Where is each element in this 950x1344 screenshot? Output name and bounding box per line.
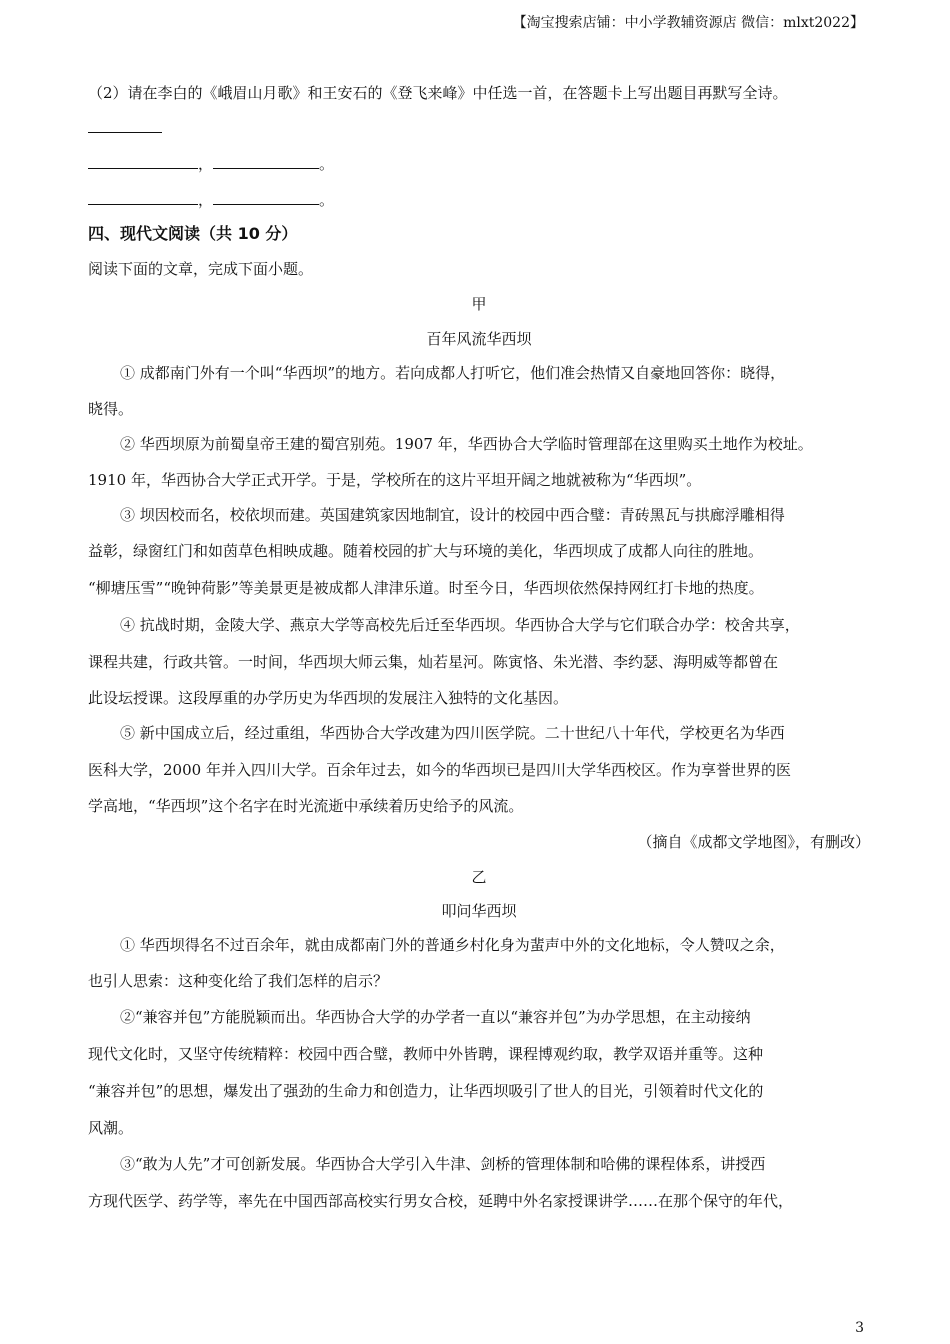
passage-a-line: 晓得。 [88, 400, 134, 418]
passage-a-line: ④ 抗战时期，金陵大学、燕京大学等高校先后迁至华西坝。华西协合大学与它们联合办学：校舍共享， [120, 616, 800, 634]
blank[interactable] [88, 190, 198, 205]
passage-a-title: 百年风流华西坝 [426, 330, 532, 348]
blank[interactable] [88, 118, 162, 133]
passage-b-line: 也引人思索：这种变化给了我们怎样的启示？ [88, 972, 389, 990]
passage-a-line: 益彰，绿窗红门和如茵草色相映成趣。随着校园的扩大与环境的美化，华西坝成了成都人向往的胜地。 [88, 542, 764, 560]
blank[interactable] [213, 154, 319, 169]
passage-b-line: “兼容并包”的思想，爆发出了强劲的生命力和创造力，让华西坝吸引了世人的目光，引领着时代文化的 [88, 1082, 764, 1100]
passage-b-line: ① 华西坝得名不过百余年，就由成都南门外的普通乡村化身为蜚声中外的文化地标，令人赞叹之余， [120, 936, 785, 954]
blank[interactable] [88, 154, 198, 169]
passage-b-line: ②“兼容并包”方能脱颖而出。华西协合大学的办学者一直以“兼容并包”为办学思想，在主动接纳 [120, 1008, 751, 1026]
passage-a-line: ① 成都南门外有一个叫“华西坝”的地方。若向成都人打听它，他们准会热情又自豪地回答你：晓得， [120, 364, 786, 382]
passage-a-line: 学高地，“华西坝”这个名字在时光流逝中承续着历史给予的风流。 [88, 797, 524, 815]
passage-a-line: 此设坛授课。这段厚重的办学历史为华西坝的发展注入独特的文化基因。 [88, 689, 569, 707]
answer-line-1[interactable]: ， 。 [88, 153, 870, 174]
page-header: 【淘宝搜索店铺：中小学教辅资源店 微信：mlxt2022】 [512, 15, 864, 31]
passage-a-line: ② 华西坝原为前蜀皇帝王建的蜀宫别苑。1907 年，华西协合大学临时管理部在这里购买土地作为校址。 [120, 435, 813, 453]
question-2: （2）请在李白的《峨眉山月歌》和王安石的《登飞来峰》中任选一首，在答题卡上写出题目再默写全诗。 [88, 84, 788, 102]
passage-b-line: 风潮。 [88, 1119, 134, 1137]
passage-a-source: （摘自《成都文学地图》，有删改） [637, 833, 870, 851]
passage-a-line: ⑤ 新中国成立后，经过重组，华西协合大学改建为四川医学院。二十世纪八十年代，学校更名为华西 [120, 724, 785, 742]
passage-b-line: 现代文化时，又坚守传统精粹：校园中西合璧，教师中外皆聘，课程博观约取，教学双语并重等。这种 [88, 1045, 764, 1063]
answer-line-2[interactable]: ， 。 [88, 189, 870, 210]
section-title: 四、现代文阅读（共 10 分） [88, 224, 298, 243]
passage-b-line: ③“敢为人先”才可创新发展。华西协合大学引入牛津、剑桥的管理体制和哈佛的课程体系，讲授西 [120, 1155, 766, 1173]
passage-a-line: “柳塘压雪”“晚钟荷影”等美景更是被成都人津津乐道。时至今日，华西坝依然保持网红打卡地的热度。 [88, 579, 764, 597]
passage-a-line: 医科大学，2000 年并入四川大学。百余年过去，如今的华西坝已是四川大学华西校区。作为享誉世界的医 [88, 761, 791, 779]
passage-b-label: 乙 [471, 868, 487, 886]
passage-a-line: ③ 坝因校而名，校依坝而建。英国建筑家因地制宜，设计的校园中西合璧：青砖黑瓦与拱廊浮雕相得 [120, 506, 785, 524]
page-number: 3 [855, 1320, 864, 1336]
passage-b-title: 叩问华西坝 [441, 902, 517, 920]
passage-a-line: 1910 年，华西协合大学正式开学。于是，学校所在的这片平坦开阔之地就被称为“华西坝”。 [88, 471, 702, 489]
answer-line-title[interactable] [88, 118, 870, 137]
passage-a-label: 甲 [471, 295, 487, 313]
passage-b-line: 方现代医学、药学等，率先在中国西部高校实行男女合校，延聘中外名家授课讲学……在那个保守的年代， [88, 1192, 794, 1210]
instruction: 阅读下面的文章，完成下面小题。 [88, 260, 314, 278]
passage-a-line: 课程共建，行政共管。一时间，华西坝大师云集，灿若星河。陈寅恪、朱光潜、李约瑟、海明威等都曾在 [88, 653, 779, 671]
blank[interactable] [213, 190, 319, 205]
